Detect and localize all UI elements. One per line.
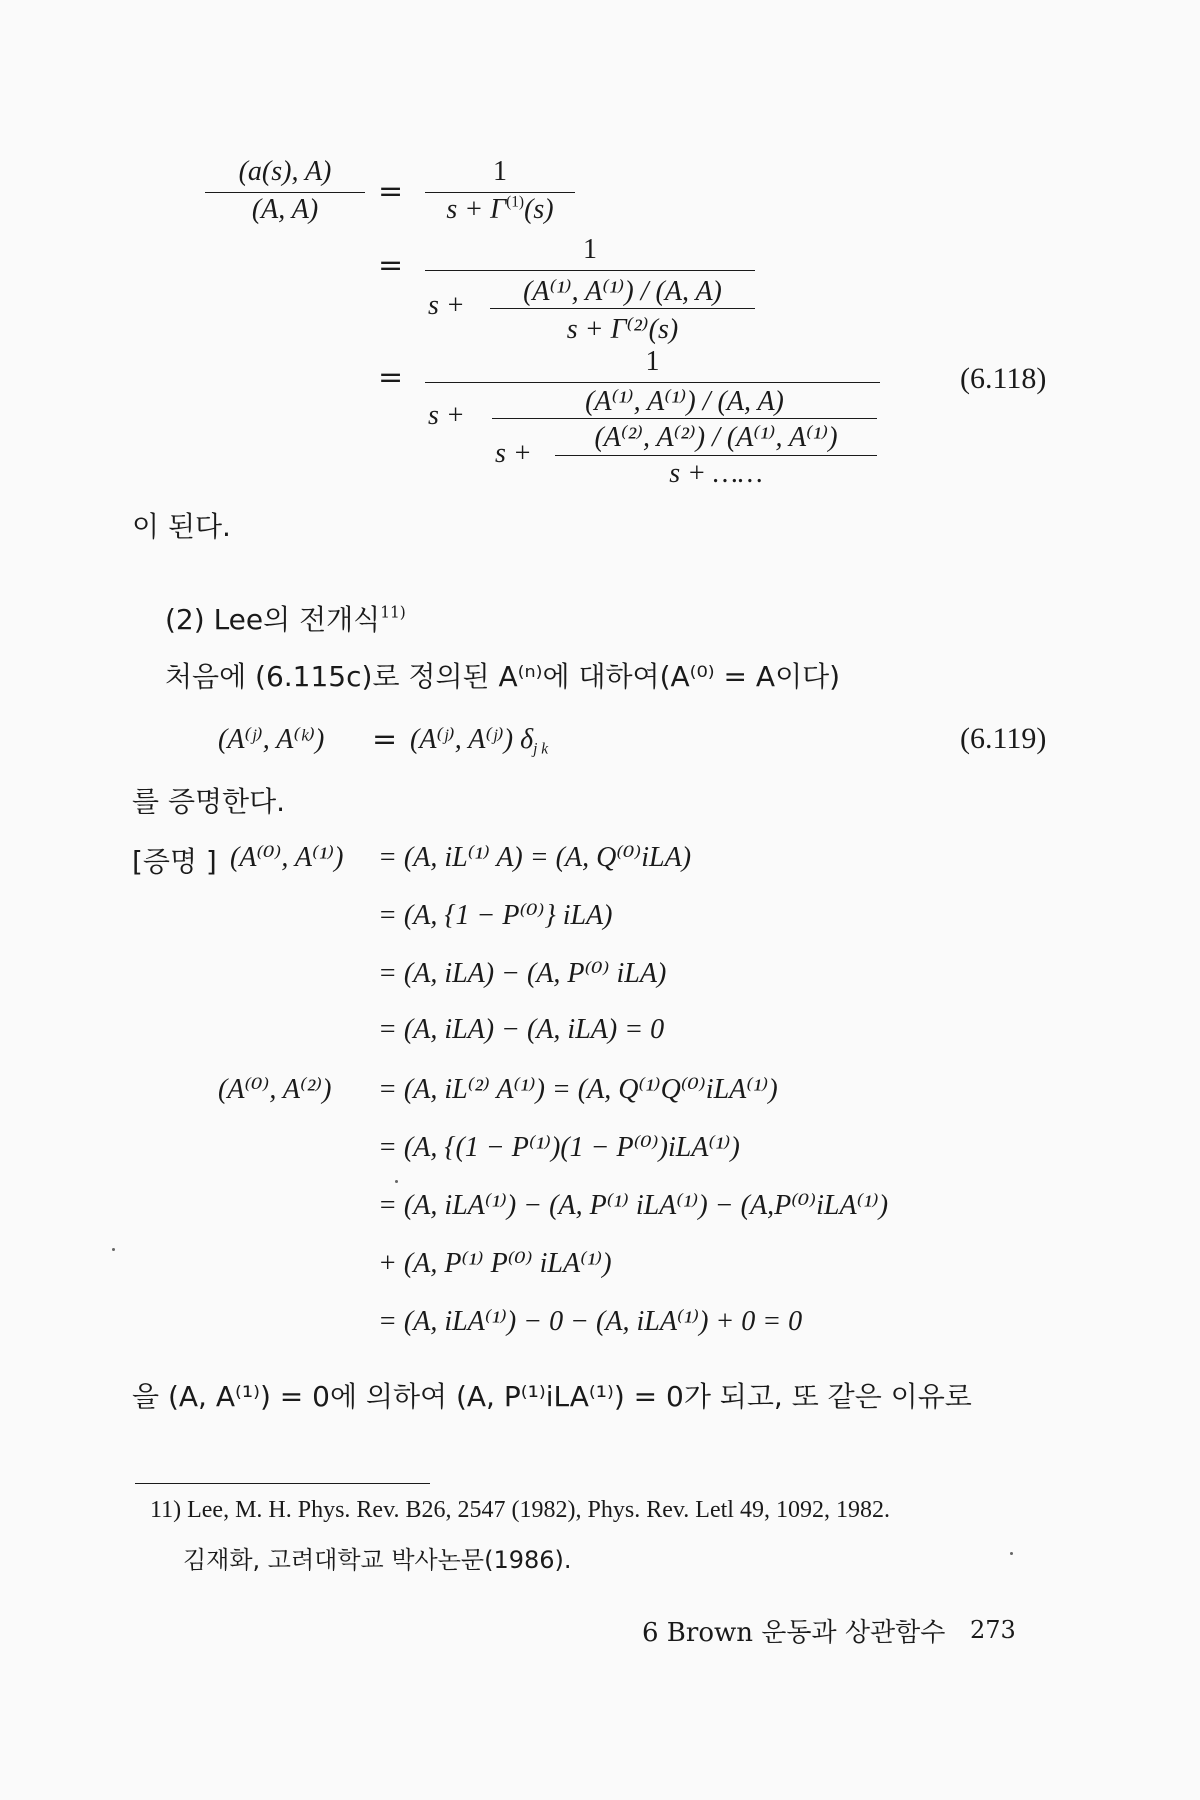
proof-line-1-lhs: (A⁽⁰⁾, A⁽¹⁾) bbox=[230, 842, 344, 873]
proof-line-9-rhs: = (A, iLA⁽¹⁾) − 0 − (A, iLA⁽¹⁾) + 0 = 0 bbox=[378, 1306, 803, 1337]
fraction3-inner-numerator: (A⁽²⁾, A⁽²⁾) / (A⁽¹⁾, A⁽¹⁾) bbox=[594, 422, 838, 453]
fraction2-inner-bar bbox=[490, 308, 755, 309]
lhs-fraction-bar bbox=[205, 192, 365, 193]
equation-number-6-118: (6.118) bbox=[960, 362, 1047, 395]
fraction1-bar bbox=[425, 192, 575, 193]
kronecker-subscript: j k bbox=[533, 740, 549, 758]
proof-line-7-rhs: = (A, iLA⁽¹⁾) − (A, P⁽¹⁾ iLA⁽¹⁾) − (A,P⁽⁰⁾iLA⁽¹⁾) bbox=[378, 1190, 889, 1221]
fraction3-inner-s-plus: s + bbox=[495, 438, 532, 469]
equals-sign: = bbox=[378, 248, 404, 283]
proof-line-4-rhs: = (A, iLA) − (A, iLA) = 0 bbox=[378, 1014, 665, 1045]
fraction2-s-plus: s + bbox=[428, 290, 465, 321]
body-text-3: 을 (A, A⁽¹⁾) = 0에 의하여 (A, P⁽¹⁾iLA⁽¹⁾) = 0가 되고, 또 같은 이유로 bbox=[132, 1380, 972, 1413]
section-heading-text: (2) Lee의 전개식 bbox=[165, 603, 381, 636]
scan-speck bbox=[112, 1248, 115, 1251]
fraction3-bar bbox=[425, 382, 880, 383]
footnote-line-2: 김재화, 고려대학교 박사논문(1986). bbox=[183, 1546, 572, 1574]
fraction3-inner-denominator: s + …… bbox=[669, 458, 763, 489]
running-footer-chapter: 6 Brown 운동과 상관함수 bbox=[642, 1618, 946, 1648]
equals-sign: = bbox=[372, 722, 398, 757]
fraction3-s-plus: s + bbox=[428, 400, 465, 431]
page-number: 273 bbox=[970, 1616, 1016, 1644]
fraction2-inner-denominator: s + Γ⁽²⁾(s) bbox=[566, 314, 679, 345]
lhs-numerator: (a(s), A) bbox=[238, 156, 332, 187]
eq6119-rhs bbox=[410, 722, 548, 756]
eq6119-lhs: (A⁽ʲ⁾, A⁽ᵏ⁾) bbox=[218, 724, 325, 755]
fraction3-mid-numerator: (A⁽¹⁾, A⁽¹⁾) / (A, A) bbox=[585, 386, 784, 417]
footnote-line-1: 11) Lee, M. H. Phys. Rev. B26, 2547 (1982), Phys. Rev. Letl 49, 1092, 1982. bbox=[150, 1497, 890, 1523]
fraction1-den-a: s + Γ bbox=[446, 194, 507, 225]
proof-line-6-rhs: = (A, {(1 − P⁽¹⁾)(1 − P⁽⁰⁾)iLA⁽¹⁾) bbox=[378, 1132, 740, 1163]
proof-line-5-lhs: (A⁽⁰⁾, A⁽²⁾) bbox=[218, 1074, 332, 1105]
proof-line-8-rhs: + (A, P⁽¹⁾ P⁽⁰⁾ iLA⁽¹⁾) bbox=[378, 1248, 612, 1279]
footnote-ref-11: 11) bbox=[380, 603, 406, 622]
section-heading bbox=[165, 598, 406, 638]
scan-speck bbox=[1010, 1552, 1013, 1555]
eq6119-rhs-text: (A⁽ʲ⁾, A⁽ʲ⁾) δ bbox=[410, 724, 534, 755]
fraction2-bar bbox=[425, 270, 755, 271]
fraction1-denominator bbox=[425, 194, 575, 226]
section-intro: 처음에 (6.115c)로 정의된 A⁽ⁿ⁾에 대하여(A⁽⁰⁾ = A이다) bbox=[165, 660, 841, 693]
fraction3-numerator: 1 bbox=[645, 346, 660, 377]
proof-line-2-rhs: = (A, {1 − P⁽⁰⁾} iLA) bbox=[378, 900, 613, 931]
equals-sign: = bbox=[378, 360, 404, 395]
body-text-1: 이 된다. bbox=[132, 510, 231, 543]
fraction1-den-sup: (1) bbox=[506, 193, 525, 211]
proof-label: [증명 ] bbox=[132, 845, 217, 878]
equals-sign: = bbox=[378, 174, 404, 209]
body-text-2: 를 증명한다. bbox=[132, 785, 286, 818]
proof-line-5-rhs: = (A, iL⁽²⁾ A⁽¹⁾) = (A, Q⁽¹⁾Q⁽⁰⁾iLA⁽¹⁾) bbox=[378, 1074, 778, 1105]
fraction1-den-b: (s) bbox=[524, 194, 554, 225]
fraction2-inner-numerator: (A⁽¹⁾, A⁽¹⁾) / (A, A) bbox=[523, 276, 722, 307]
proof-line-1-rhs: = (A, iL⁽¹⁾ A) = (A, Q⁽⁰⁾iLA) bbox=[378, 842, 692, 873]
fraction1-numerator: 1 bbox=[493, 156, 507, 187]
fraction2-numerator: 1 bbox=[583, 234, 597, 265]
proof-line-3-rhs: = (A, iLA) − (A, P⁽⁰⁾ iLA) bbox=[378, 958, 667, 989]
fraction3-inner-bar bbox=[555, 455, 877, 456]
footnote-rule bbox=[135, 1483, 430, 1484]
fraction3-mid-bar bbox=[492, 418, 877, 419]
scan-speck bbox=[395, 1180, 398, 1183]
lhs-denominator: (A, A) bbox=[251, 194, 319, 225]
equation-number-6-119: (6.119) bbox=[960, 722, 1047, 755]
